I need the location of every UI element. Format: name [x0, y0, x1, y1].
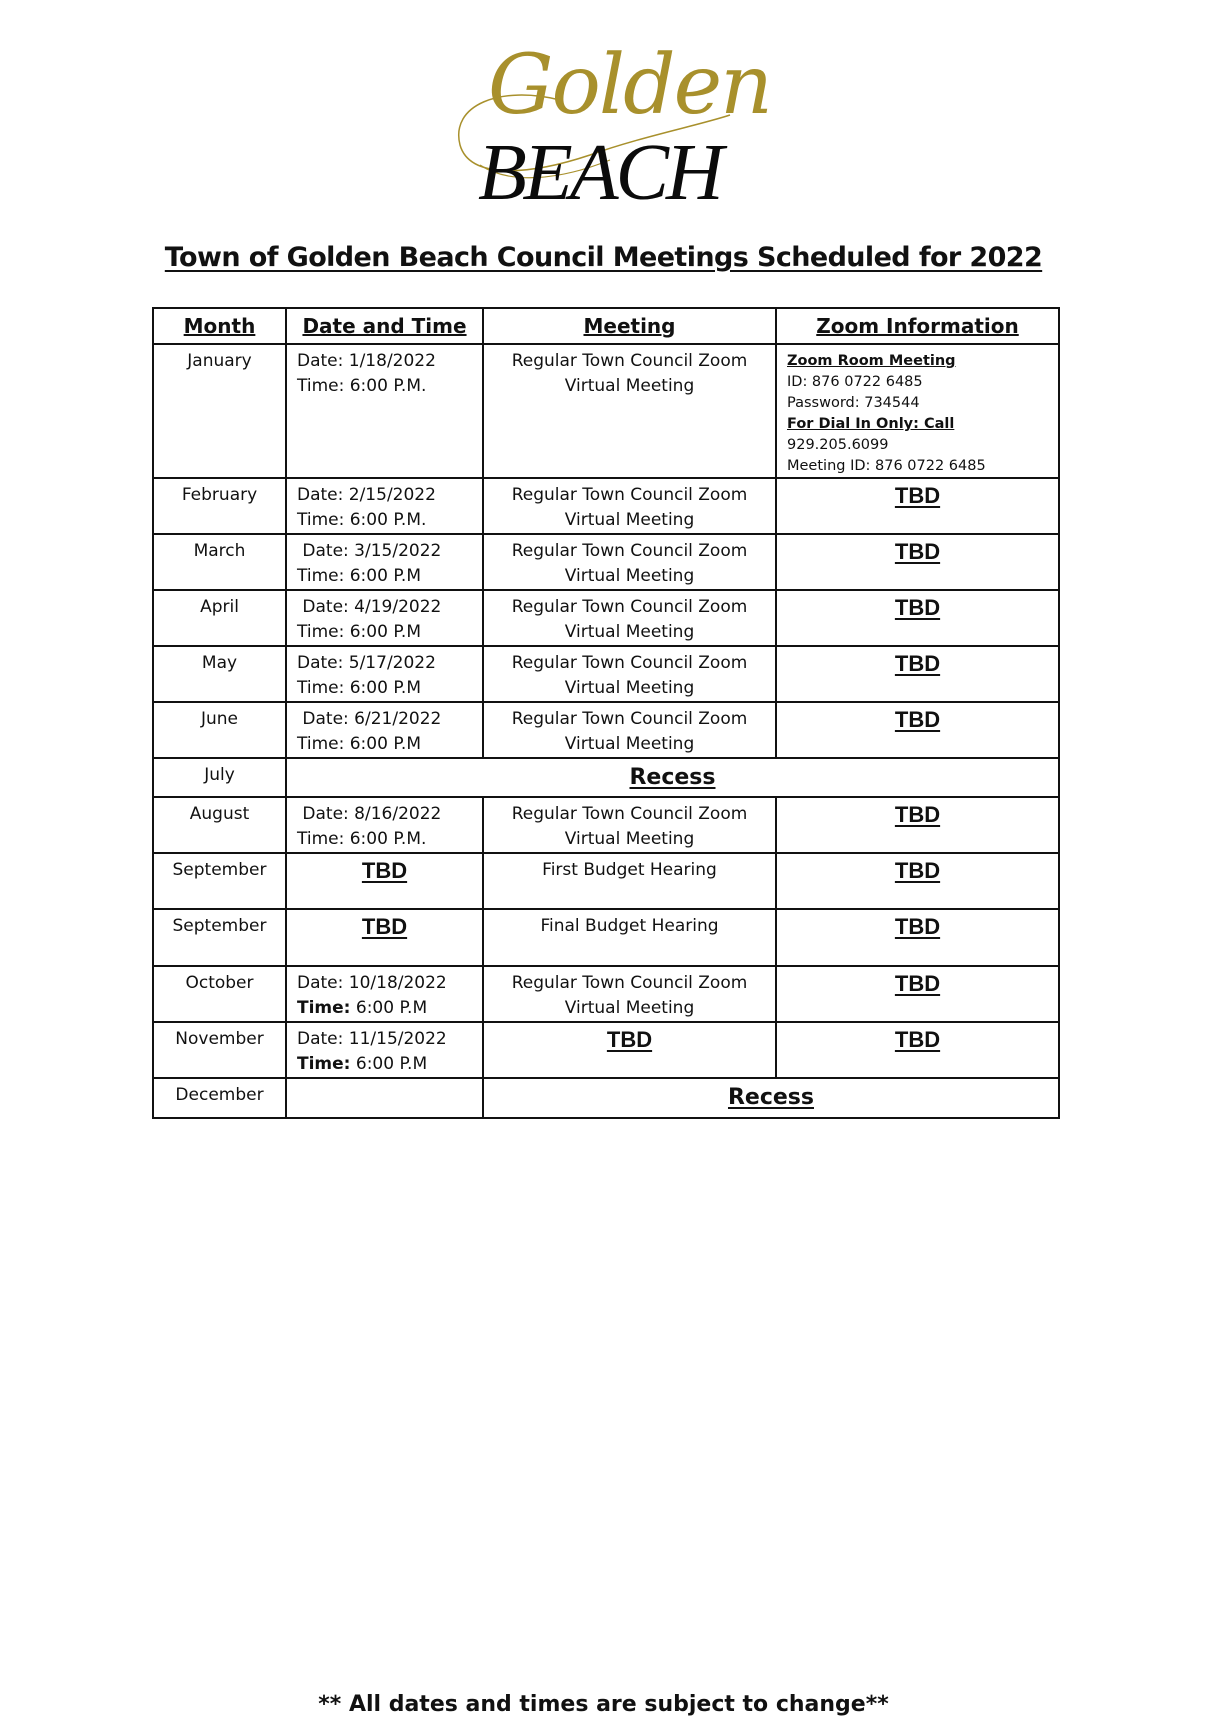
date-time-cell	[286, 1022, 483, 1078]
time-text: Time: 6:00 P.M.	[297, 510, 427, 530]
time-label: Time:	[297, 1054, 351, 1074]
page-title: Town of Golden Beach Council Meetings Scheduled for 2022	[164, 242, 1043, 273]
meeting-line: Regular Town Council Zoom	[511, 709, 748, 729]
table-row	[153, 853, 1059, 909]
table-row	[153, 966, 1059, 1022]
meeting-cell	[483, 478, 776, 534]
date-text: Date: 2/15/2022	[297, 485, 436, 505]
logo-beach-text: BEACH	[478, 129, 721, 217]
tbd-label: TBD	[894, 914, 941, 939]
table-row	[153, 1022, 1059, 1078]
month-cell: September	[153, 853, 286, 909]
tbd-label: TBD	[606, 1027, 653, 1052]
table-row	[153, 534, 1059, 590]
date-time-cell	[286, 478, 483, 534]
time-text: Time: 6:00 P.M	[297, 678, 421, 698]
tbd-label: TBD	[361, 858, 408, 883]
table-header-row	[153, 308, 1059, 344]
month-cell: February	[153, 478, 286, 534]
tbd-label: TBD	[894, 651, 941, 676]
zoom-info-cell	[776, 853, 1059, 909]
tbd-label: TBD	[894, 483, 941, 508]
zoom-info-cell	[776, 702, 1059, 758]
month-cell: April	[153, 590, 286, 646]
time-value: 6:00 P.M	[350, 1054, 428, 1074]
meeting-cell	[483, 797, 776, 853]
time-value: 6:00 P.M	[350, 998, 428, 1018]
table-row	[153, 909, 1059, 966]
meeting-cell	[483, 702, 776, 758]
tbd-label: TBD	[894, 858, 941, 883]
month-cell: December	[153, 1078, 286, 1118]
meeting-line: Virtual Meeting	[564, 829, 695, 849]
meeting-line: Regular Town Council Zoom	[511, 541, 748, 561]
date-time-cell	[286, 344, 483, 478]
table-row	[153, 646, 1059, 702]
tbd-label: TBD	[894, 595, 941, 620]
meeting-line: Regular Town Council Zoom	[511, 973, 748, 993]
zoom-info-cell	[776, 478, 1059, 534]
date-text: Date: 11/15/2022	[297, 1029, 447, 1049]
dial-in-meeting-id: Meeting ID: 876 0722 6485	[787, 458, 986, 474]
month-cell: August	[153, 797, 286, 853]
zoom-info-cell	[776, 534, 1059, 590]
table-row	[153, 1078, 1059, 1118]
recess-cell	[483, 1078, 1059, 1118]
tbd-label: TBD	[894, 802, 941, 827]
header-date-time: Date and Time	[286, 308, 483, 344]
meeting-line: Virtual Meeting	[564, 734, 695, 754]
date-text: Date: 6/21/2022	[297, 709, 442, 729]
meeting-line: Regular Town Council Zoom	[511, 485, 748, 505]
date-text: Date: 1/18/2022	[297, 351, 436, 371]
zoom-room-label: Zoom Room Meeting	[787, 353, 956, 369]
table-row	[153, 344, 1059, 478]
meeting-line: Regular Town Council Zoom	[511, 804, 748, 824]
time-text	[297, 1052, 482, 1077]
meeting-cell	[483, 534, 776, 590]
meeting-schedule-table	[152, 307, 1060, 1119]
tbd-label: TBD	[361, 914, 408, 939]
zoom-info-cell	[776, 966, 1059, 1022]
meeting-cell	[483, 1022, 776, 1078]
recess-label: Recess	[727, 1085, 814, 1110]
time-text: Time: 6:00 P.M	[297, 566, 421, 586]
meeting-line: Virtual Meeting	[564, 622, 695, 642]
date-time-cell	[286, 909, 483, 966]
zoom-id: ID: 876 0722 6485	[787, 374, 923, 390]
time-text: Time: 6:00 P.M	[297, 622, 421, 642]
table-row	[153, 590, 1059, 646]
tbd-label: TBD	[894, 971, 941, 996]
zoom-info-cell	[776, 1022, 1059, 1078]
date-time-cell	[286, 590, 483, 646]
date-text: Date: 3/15/2022	[297, 541, 442, 561]
time-text	[297, 996, 482, 1021]
meeting-line: Regular Town Council Zoom	[511, 597, 748, 617]
date-time-cell	[286, 1078, 483, 1118]
month-cell: June	[153, 702, 286, 758]
zoom-info-cell	[776, 646, 1059, 702]
dial-in-label: For Dial In Only: Call	[787, 416, 955, 432]
tbd-label: TBD	[894, 1027, 941, 1052]
header-zoom-info: Zoom Information	[776, 308, 1059, 344]
dial-in-phone: 929.205.6099	[787, 437, 889, 453]
meeting-line: Virtual Meeting	[564, 510, 695, 530]
table-row	[153, 797, 1059, 853]
date-time-cell	[286, 702, 483, 758]
header-meeting: Meeting	[483, 308, 776, 344]
zoom-password: Password: 734544	[787, 395, 920, 411]
table-row	[153, 478, 1059, 534]
meeting-line: Virtual Meeting	[564, 376, 695, 396]
golden-beach-logo	[440, 38, 771, 217]
tbd-label: TBD	[894, 707, 941, 732]
recess-label: Recess	[629, 765, 716, 790]
tbd-label: TBD	[894, 539, 941, 564]
month-cell: March	[153, 534, 286, 590]
meeting-cell	[483, 646, 776, 702]
date-text: Date: 10/18/2022	[297, 973, 447, 993]
meeting-line: Virtual Meeting	[564, 678, 695, 698]
date-text: Date: 8/16/2022	[297, 804, 442, 824]
meeting-line: Regular Town Council Zoom	[511, 351, 748, 371]
zoom-info-cell	[776, 344, 1059, 478]
date-time-cell	[286, 534, 483, 590]
zoom-info-cell	[776, 909, 1059, 966]
meeting-cell	[483, 966, 776, 1022]
month-cell: October	[153, 966, 286, 1022]
date-text: Date: 5/17/2022	[297, 653, 436, 673]
zoom-info-cell	[776, 590, 1059, 646]
meeting-line: Regular Town Council Zoom	[511, 653, 748, 673]
meeting-line: Virtual Meeting	[564, 998, 695, 1018]
date-time-cell	[286, 797, 483, 853]
date-text: Date: 4/19/2022	[297, 597, 442, 617]
month-cell: January	[153, 344, 286, 478]
time-text: Time: 6:00 P.M	[297, 734, 421, 754]
meeting-line: Virtual Meeting	[564, 566, 695, 586]
meeting-cell	[483, 344, 776, 478]
logo-golden-text: Golden	[488, 38, 771, 133]
date-time-cell	[286, 966, 483, 1022]
month-cell: September	[153, 909, 286, 966]
meeting-cell: Final Budget Hearing	[483, 909, 776, 966]
date-time-cell	[286, 646, 483, 702]
zoom-info-cell	[776, 797, 1059, 853]
time-text: Time: 6:00 P.M.	[297, 829, 427, 849]
recess-cell	[286, 758, 1059, 797]
disclaimer-footer: ** All dates and times are subject to change**	[318, 1692, 889, 1717]
month-cell: May	[153, 646, 286, 702]
table-row	[153, 758, 1059, 797]
month-cell: July	[153, 758, 286, 797]
time-label: Time:	[297, 998, 351, 1018]
header-month: Month	[153, 308, 286, 344]
month-cell: November	[153, 1022, 286, 1078]
time-text: Time: 6:00 P.M.	[297, 376, 427, 396]
meeting-cell	[483, 590, 776, 646]
table-row	[153, 702, 1059, 758]
meeting-cell: First Budget Hearing	[483, 853, 776, 909]
date-time-cell	[286, 853, 483, 909]
